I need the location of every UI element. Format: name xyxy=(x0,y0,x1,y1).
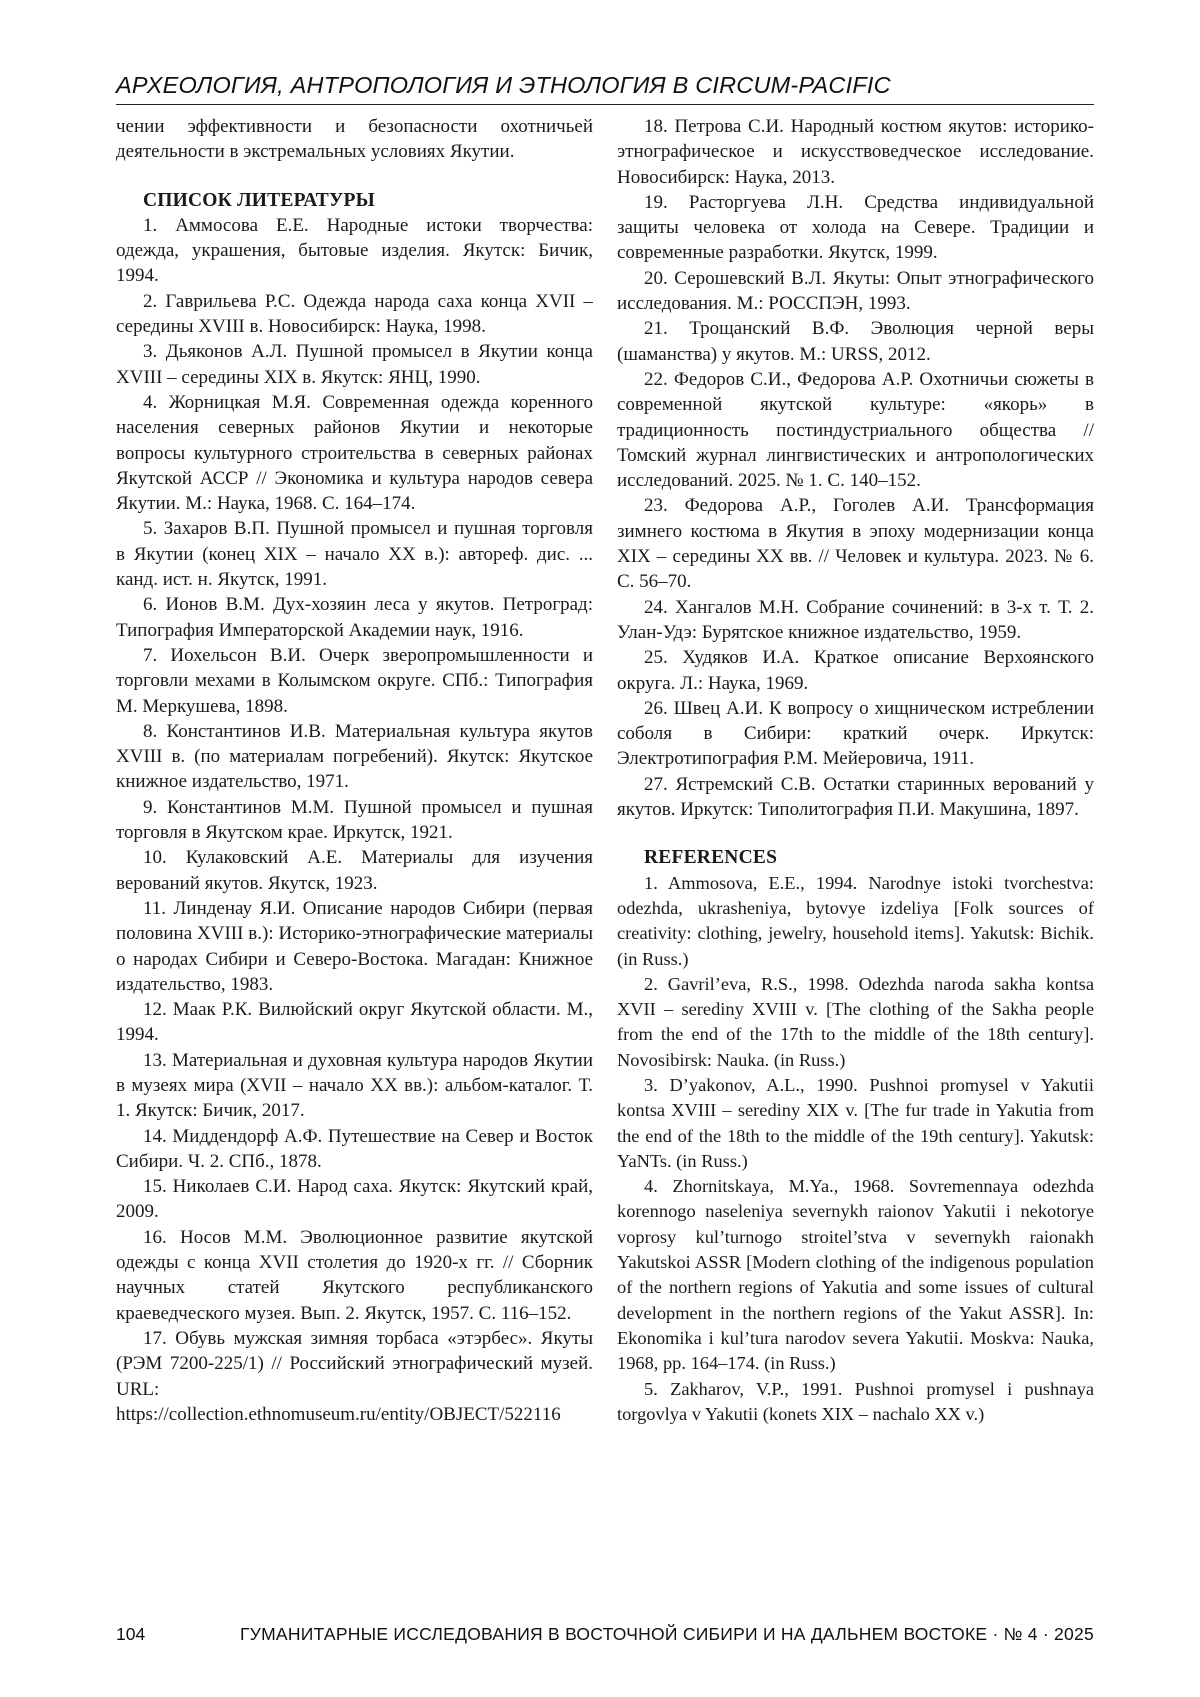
reference-item: 4. Zhornitskaya, M.Ya., 1968. Sovremennaya odezhda korennogo naseleniya severnykh raionov Yakutii i nekotorye voprosy kul’turnogo stroitel’stva v severnykh raionakh Yakutskoi ASSR [Modern clothing of the indigenous population of the northern regions of Yakutia and some issues of cultural development in the northern regions of the Yakut ASSR]. In: Ekonomika i kul’tura narodov severa Yakutii. Moskva: Nauka, 1968, pp. 164–174. (in Russ.) xyxy=(617,1176,1094,1374)
reference-item: 25. Худяков И.А. Краткое описание Верхоянского округа. Л.: Наука, 1969. xyxy=(617,647,1094,694)
reference-item: 7. Иохельсон В.И. Очерк зверопромышленности и торговли мехами в Колымском округе. СПб.: Типография М. Меркушева, 1898. xyxy=(116,644,593,717)
reference-item: 5. Zakharov, V.P., 1991. Pushnoi promysel i pushnaya torgovlya v Yakutii (konets XIX – nachalo XX v.) xyxy=(617,1378,1094,1424)
running-title: АРХЕОЛОГИЯ, АНТРОПОЛОГИЯ И ЭТНОЛОГИЯ В CIRCUM-PACIFIC xyxy=(116,72,891,98)
reference-item: 2. Gavril’eva, R.S., 1998. Odezhda naroda sakha kontsa XVII – serediny XVIII v. [The clothing of the Sakha people from the end of the 17th to the middle of the 18th century]. Novosibirsk: Nauka. (in Russ.) xyxy=(617,973,1094,1070)
references-list-ru xyxy=(116,213,593,1427)
reference-item: 26. Швец А.И. К вопросу о хищническом истреблении соболя в Сибири: краткий очерк. Иркутск: Электротипография Р.М. Мейеровича, 1911. xyxy=(617,697,1094,770)
reference-item: 1. Аммосова Е.Е. Народные истоки творчества: одежда, украшения, бытовые изделия. Якутск: Бичик, 1994. xyxy=(116,214,593,287)
reference-item: 11. Линденау Я.И. Описание народов Сибири (первая половина XVIII в.): Историко-этнографические материалы о народах Сибири и Северо-Востока. Магадан: Книжное издательство, 1983. xyxy=(116,897,593,995)
page-number: 104 xyxy=(116,1624,146,1644)
reference-item: 3. D’yakonov, A.L., 1990. Pushnoi promysel v Yakutii kontsa XVIII – serediny XIX v. [The fur trade in Yakutia from the end of the 18th to the middle of the 19th century]. Yakutsk: YaNTs. (in Russ.) xyxy=(617,1074,1094,1171)
left-column xyxy=(116,114,593,1594)
reference-item: 15. Николаев С.И. Народ саха. Якутск: Якутский край, 2009. xyxy=(116,1176,593,1223)
reference-item: 14. Миддендорф А.Ф. Путешествие на Север и Восток Сибири. Ч. 2. СПб., 1878. xyxy=(116,1125,593,1172)
reference-item: 10. Кулаковский А.Е. Материалы для изучения верований якутов. Якутск, 1923. xyxy=(116,847,593,894)
reference-item: 4. Жорницкая М.Я. Современная одежда коренного населения северных районов Якутии и некоторые вопросы культурного строительства в северных районах Якутской АССР // Экономика и культура народов севера Якутии. М.: Наука, 1968. С. 164–174. xyxy=(116,391,593,515)
page-footer xyxy=(116,1624,1094,1645)
reference-item: 22. Федоров С.И., Федорова А.Р. Охотничьи сюжеты в современной якутской культуре: «якорь» в традиционность постиндустриального общества // Томский журнал лингвистических и антропологических исследований. 2025. № 1. С. 140–152. xyxy=(617,368,1094,492)
reference-item: 2. Гаврильева Р.С. Одежда народа саха конца XVII – середины XVIII в. Новосибирск: Наука, 1998. xyxy=(116,290,593,338)
references-heading-ru: СПИСОК ЛИТЕРАТУРЫ xyxy=(143,189,375,211)
reference-item: 9. Константинов М.М. Пушной промысел и пушная торговля в Якутском крае. Иркутск, 1921. xyxy=(116,796,593,844)
reference-item: 18. Петрова С.И. Народный костюм якутов: историко-этнографическое и искусствоведческое исследование. Новосибирск: Наука, 2013. xyxy=(617,116,1094,188)
journal-title: ГУМАНИТАРНЫЕ ИССЛЕДОВАНИЯ В ВОСТОЧНОЙ СИБИРИ И НА ДАЛЬНЕМ ВОСТОКЕ · № 4 · 2025 xyxy=(239,1624,1094,1644)
reference-item: 3. Дьяконов А.Л. Пушной промысел в Якутии конца XVIII – середины XIX в. Якутск: ЯНЦ, 1990. xyxy=(116,341,593,388)
reference-item: 1. Ammosova, E.E., 1994. Narodnye istoki tvorchestva: odezhda, ukrasheniya, bytovye izdeliya [Folk sources of creativity: clothing, jewelry, household items]. Yakutsk: Bichik. (in Russ.) xyxy=(617,872,1094,969)
right-column xyxy=(617,114,1094,1594)
reference-item: 24. Хангалов М.Н. Собрание сочинений: в 3-х т. Т. 2. Улан-Удэ: Бурятское книжное издательство, 1959. xyxy=(617,596,1094,643)
reference-item: 21. Трощанский В.Ф. Эволюция черной веры (шаманства) у якутов. М.: URSS, 2012. xyxy=(617,318,1094,365)
header-rule xyxy=(116,104,1094,105)
references-list-en xyxy=(617,871,1094,1428)
reference-item: 27. Ястремский С.В. Остатки старинных верований у якутов. Иркутск: Типолитография П.И. Макушина, 1897. xyxy=(617,773,1094,821)
reference-item: 8. Константинов И.В. Материальная культура якутов XVIII в. (по материалам погребений). Якутск: Якутское книжное издательство, 1971. xyxy=(116,720,593,793)
intro-paragraph: чении эффективности и безопасности охотничьей деятельности в экстремальных условиях Якутии. xyxy=(116,116,593,163)
references-list-ru-continued xyxy=(617,114,1094,822)
reference-item: 5. Захаров В.П. Пушной промысел и пушная торговля в Якутии (конец XIX – начало XX в.): автореф. дис. ... канд. ист. н. Якутск, 1991. xyxy=(116,518,593,591)
references-heading-en: REFERENCES xyxy=(644,847,778,869)
reference-item: 23. Федорова А.Р., Гоголев А.И. Трансформация зимнего костюма в Якутия в эпоху модернизации конца XIX – середины XX вв. // Человек и культура. 2023. № 6. С. 56–70. xyxy=(617,495,1094,593)
reference-item: 17. Обувь мужская зимняя торбаса «этэрбес». Якуты (РЭМ 7200-225/1) // Российский этнографический музей. URL: https://collection.ethnomuseum.ru/entity/OBJECT/522116 xyxy=(116,1327,593,1425)
reference-item: 16. Носов М.М. Эволюционное развитие якутской одежды с конца XVII столетия до 1920-х гг. // Сборник научных статей Якутского республиканского краеведческого музея. Вып. 2. Якутск, 1957. С. 116–152. xyxy=(116,1226,593,1324)
reference-item: 12. Маак Р.К. Вилюйский округ Якутской области. М., 1994. xyxy=(116,999,593,1046)
reference-item: 13. Материальная и духовная культура народов Якутии в музеях мира (XVII – начало XX вв.): альбом-каталог. Т. 1. Якутск: Бичик, 2017. xyxy=(116,1049,593,1122)
reference-item: 20. Серошевский В.Л. Якуты: Опыт этнографического исследования. М.: РОССПЭН, 1993. xyxy=(617,267,1094,315)
reference-item: 19. Расторгуева Л.Н. Средства индивидуальной защиты человека от холода на Севере. Традиции и современные разработки. Якутск, 1999. xyxy=(617,191,1094,264)
reference-item: 6. Ионов В.М. Дух-хозяин леса у якутов. Петроград: Типография Императорской Академии наук, 1916. xyxy=(116,594,593,641)
